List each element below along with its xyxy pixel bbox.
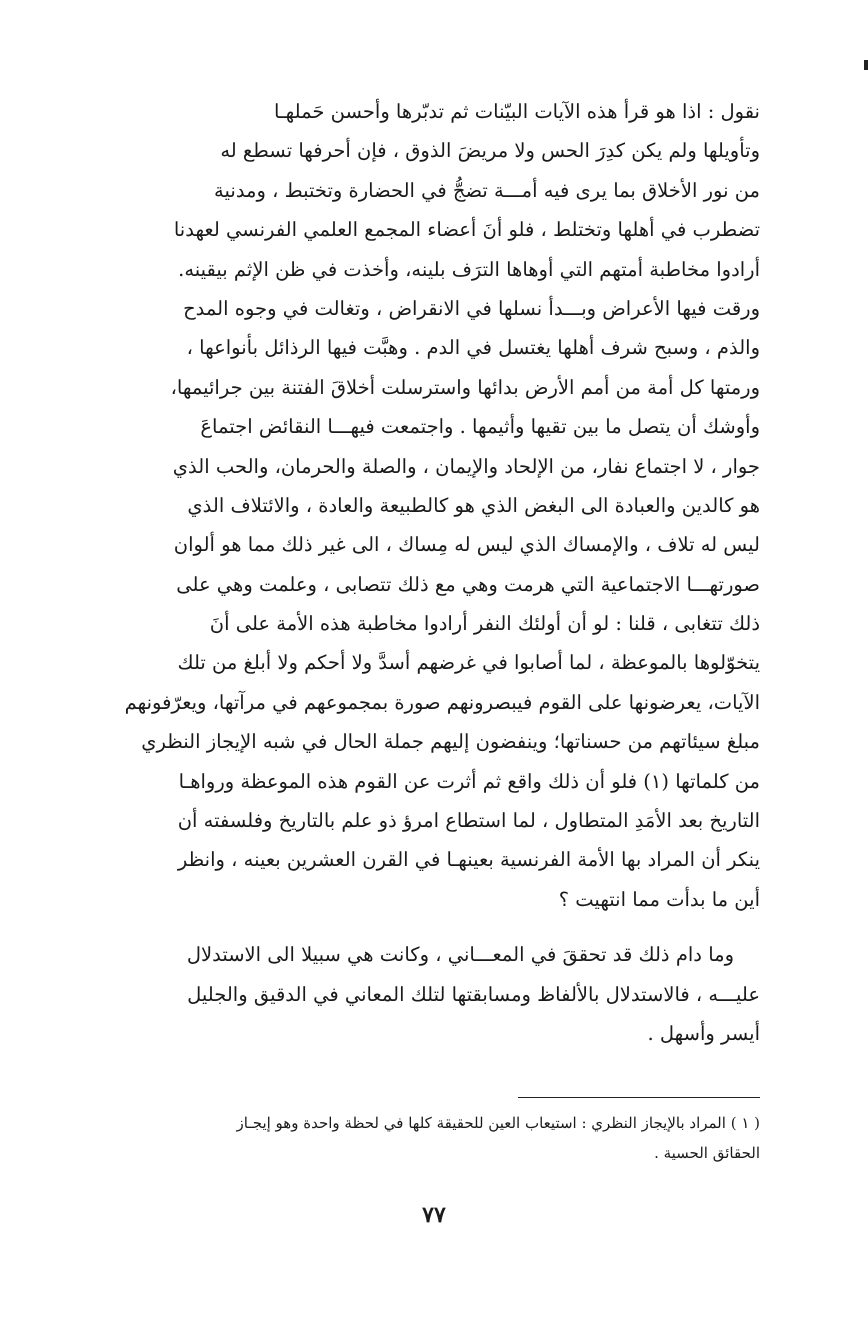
paragraph <box>98 935 760 1053</box>
text-line: هو كالدين والعبادة الى البغض الذي هو كالطبيعة والعادة ، والائتلاف الذي <box>187 493 760 517</box>
text-line: عليـــه ، فالاستدلال بالألفاظ ومسابقتها لتلك المعاني في الدقيق والجليل <box>187 982 760 1006</box>
page-number: ٧٧ <box>422 1202 446 1228</box>
text-line: نقول : اذا هو قرأ هذه الآيات البيّنات ثم تدبّرها وأحسن حَملهـا <box>273 100 760 123</box>
text-line: والذم ، وسبح شرف أهلها يغتسل في الدم . وهبَّت فيها الرذائل بأنواعها ، <box>186 336 760 360</box>
text-line: ذلك تتغابى ، قلنا : لو أن أولئك النفر أرادوا مخاطبة هذه الأمة على أنَ <box>209 612 760 636</box>
text-line: الآيات، يعرضونها على القوم فيبصرونهم صورة بمجموعهم في مرآتها، ويعرّفونهم <box>124 690 760 714</box>
text-line: تضطرب في أهلها وتختلط ، فلو أنَ أعضاء المجمع العلمي الفرنسي لعهدنا <box>173 218 760 242</box>
text-line: ليس له تلاف ، والإمساك الذي ليس له مِساك ، الى غير ذلك مما هو ألوان <box>173 533 760 557</box>
text-line: وأوشك أن يتصل ما بين تقيها وأثيمها . واجتمعت فيهـــا النقائض اجتماعَ <box>200 415 760 439</box>
text-line: أيسر وأسهل . <box>647 1021 760 1045</box>
paragraph-gap <box>98 919 760 935</box>
text-line: من نور الأخلاق بما يرى فيه أمـــة تضجُّ في الحضارة وتختبط ، ومدنية <box>214 178 760 202</box>
text-line: التاريخ بعد الأمَدِ المتطاول ، لما استطاع امرؤ ذو علم بالتاريخ وفلسفته أن <box>177 809 760 833</box>
footnote <box>98 1108 760 1168</box>
paragraph <box>98 92 760 919</box>
text-line: من كلماتها (١) فلو أن ذلك واقع ثم أثرت عن القوم هذه الموعظة ورواهـا <box>178 769 760 793</box>
scan-edge-mark <box>864 60 868 70</box>
main-text <box>98 92 760 1053</box>
text-line: وتأويلها ولم يكن كدِرَ الحس ولا مريضَ الذوق ، فإن أحرفها تسطع له <box>220 139 760 163</box>
text-line: جوار ، لا اجتماع نفار، من الإلحاد والإيمان ، والصلة والحرمان، والحب الذي <box>172 454 760 478</box>
footnote-divider <box>518 1097 760 1098</box>
text-line: وما دام ذلك قد تحققَ في المعـــاني ، وكانت هي سبيلا الى الاستدلال <box>186 943 734 967</box>
footnote-line: ( ١ ) المراد بالإيجاز النظري : استيعاب العين للحقيقة كلها في لحظة واحدة وهو إيجـاز <box>236 1114 760 1132</box>
text-line: مبلغ سيئاتهم من حسناتها؛ وينفضون إليهم جملة الحال في شبه الإيجاز النظري <box>141 730 760 754</box>
footnote-line: الحقائق الحسية . <box>654 1144 760 1162</box>
text-line: أرادوا مخاطبة أمتهم التي أوهاها الترَف بلينه، وأخذت في ظن الإثم بيقينه. <box>178 257 760 281</box>
text-line: صورتهـــا الاجتماعية التي هرمت وهي مع ذلك تتصابى ، وعلمت وهي على <box>176 572 760 596</box>
text-line: يتخوّلوها بالموعظة ، لما أصابوا في غرضهم أسدَّ ولا أحكم ولا أبلغ من تلك <box>177 651 760 675</box>
text-line: ورقت فيها الأعراض وبـــدأ نسلها في الانقراض ، وتغالت في وجوه المدح <box>183 296 760 320</box>
text-line: ورمتها كل أمة من أمم الأرض بدائها واسترسلت أخلاقَ الفتنة بين جرائيمها، <box>170 375 760 399</box>
text-line: ينكر أن المراد بها الأمة الفرنسية بعينهـا في القرن العشرين بعينه ، وانظر <box>177 848 760 872</box>
text-line: أين ما بدأت مما انتهيت ؟ <box>558 887 760 911</box>
